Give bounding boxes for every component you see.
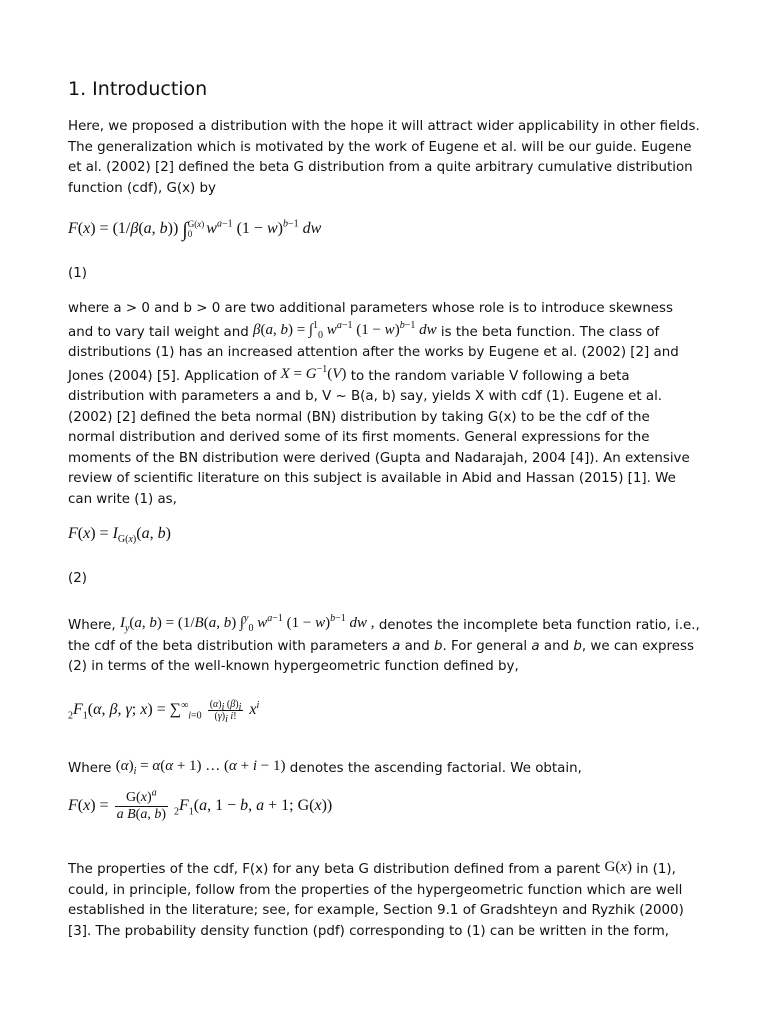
equation-number-1: (1) [68,266,87,281]
equation-cdf-hypergeometric: F(x) = $\frac{G(x)^a}{\text{a B(a, b)}}$ $_2F_1(a$, 1 − b, a + 1; G(x)) [68,787,333,822]
inline-equation-beta-function: β(a, b) = ∫$^1_0$ $w^{a-1}$ $(1 - w)^{b-1}$ dw [252,319,437,341]
paragraph-properties: The properties of the cdf, F(x) for any beta G distribution defined from a parent G(x) in (1), could, in principle, follow from the properties of the hypergeometric function which are well established in the literature; see, for example, Section 9.1 of Gradshteyn and Ryzhik (2000) [3]. The probability density function (pdf) corresponding to (1) can be written in the form, [68,859,684,939]
equation-beta-g-cdf: F(x) = (1/β(a, b)) ∫G(x) 0 $w^{a-1}$ $(1 - w)^{b-1}$ dw [68,218,322,241]
paragraph-ascending-factorial: Where $(\alpha)_i = \alpha(\alpha + 1)$ … (α + i − 1) denotes the ascending factorial. We obtain, [68,758,582,777]
equation-number-2: (2) [68,571,87,586]
section-heading: 1. Introduction [68,78,208,100]
inline-equation-inverse: $X = G^{-1}(V)$ [280,363,347,382]
paragraph-incomplete-beta: Where, $I_y(a$, b) = (1/B(a, b) ∫$^y_0$ $w^{a-1}$ $(1 - w)^{b-1}$ dw , denotes the incomplete beta function ratio, i.e., the cdf of the beta distribution with parameters a and b. For general a and b, we can express (2) in terms of the well-known hypergeometric function defined by, [68,613,700,674]
equation-hypergeometric: $_2F_1(\alpha$, β, γ; $x) = \sum^\infty_{i=0}$ $\frac{(\alpha)_i (\beta)_i}{(\gamma)_i i!}$ $x^i$ [68,699,260,725]
inline-equation-parent-g: G(x) [604,859,632,875]
equation-incomplete-beta: $F(x) = I_{G(x)}(a$, b) [68,525,171,546]
paragraph-intro: Here, we proposed a distribution with the hope it will attract wider applicability in other fields. The generalization which is motivated by the work of Eugene et al. will be our guide. Eugene et al. (2002) [2] defined the beta G distribution from a quite arbitrary cumulative distribution function (cdf), G(x) by [68,119,700,196]
inline-equation-incomplete-beta: $I_y(a$, b) = (1/B(a, b) ∫$^y_0$ $w^{a-1}$ $(1 - w)^{b-1}$ dw , [119,613,375,634]
paragraph-beta-function: where a > 0 and b > 0 are two additional parameters whose role is to introduce skewness and to vary tail weight and β(a, b) = ∫$^1_0$ $w^{a-1}$ $(1 - w)^{b-1}$ dw is the beta function. The class of distributions (1) has an increased attention after the works by Eugene et al. (2002) [2] and Jones (2004) [5]. Application of $X = G^{-1}(V)$ to the random variable V following a beta distribution with parameters a and b, V ~ B(a, b) say, yields X with cdf (1). Eugene et al. (2002) [2] defined the beta normal (BN) distribution by taking G(x) to be the cdf of the normal distribution and derived some of its first moments. General expressions for the moments of the BN distribution were derived (Gupta and Nadarajah, 2004 [4]). An extensive review of scientific literature on this subject is available in Abid and Hassan (2015) [1]. We can write (1) as, [68,301,690,507]
inline-equation-ascending-factorial: $(\alpha)_i = \alpha(\alpha + 1)$ … (α + i − 1) [115,758,286,777]
